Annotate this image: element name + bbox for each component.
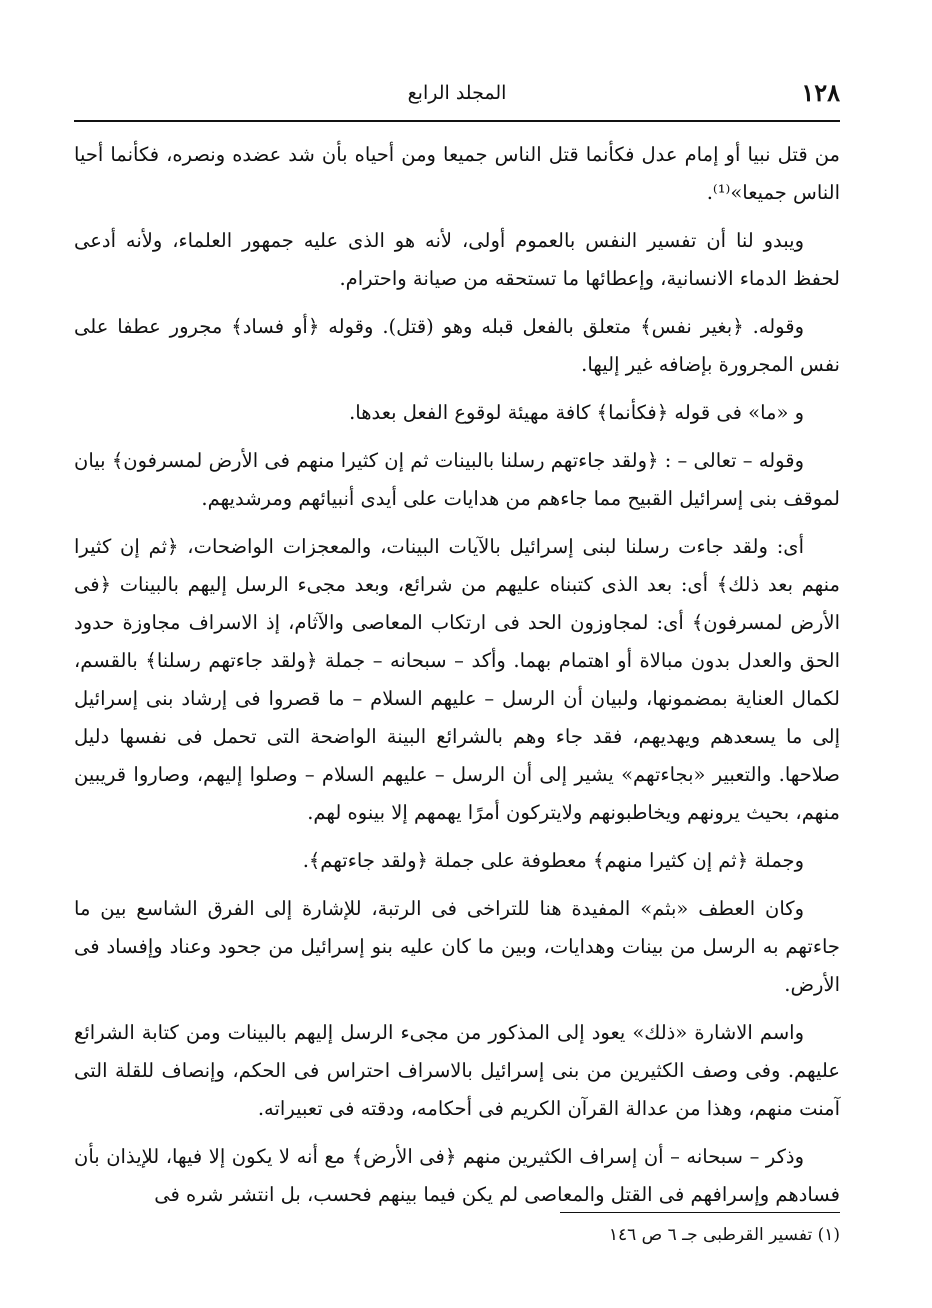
paragraph: و «ما» فى قوله ﴿فكأنما﴾ كافة مهيئة لوقوع الفعل بعدها.: [349, 401, 804, 424]
paragraph: وكان العطف «بثم» المفيدة هنا للتراخى فى الرتبة، للإشارة إلى الفرق الشاسع بين ما جاءتهم به الرسل من بينات وهدايات، وبين ما كان عليه بنو إسرائيل من جحود وعناد وإفساد فى الأرض.: [74, 897, 840, 996]
paragraph: وجملة ﴿ثم إن كثيرا منهم﴾ معطوفة على جملة ﴿ولقد جاءتهم﴾.: [302, 849, 804, 872]
paragraph: وقوله. ﴿بغير نفس﴾ متعلق بالفعل قبله وهو (قتل). وقوله ﴿أو فساد﴾ مجرور عطفا على نفس المجرورة بإضافه غير إليها.: [74, 315, 840, 376]
running-title: المجلد الرابع: [407, 82, 507, 104]
footnote: (١) تفسير القرطبى جـ ٦ ص ١٤٦: [608, 1225, 840, 1245]
paragraph: أى: ولقد جاءت رسلنا لبنى إسرائيل بالآيات البينات، والمعجزات الواضحات، ﴿ثم إن كثيرا منهم بعد ذلك﴾ أى: بعد الذى كتبناه عليهم من شرائع، وبعد مجىء الرسل إليهم بالبينات ﴿فى الأرض لمسرفون﴾ أى: لمجاوزون الحد فى ارتكاب المعاصى والآثام، إذ الاسراف مجاوزة حدود الحق والعدل بدون مبالاة أو اهتمام بهما. وأكد – سبحانه – جملة ﴿ولقد جاءتهم رسلنا﴾ بالقسم، لكمال العناية بمضمونها، ولبيان أن الرسل – عليهم السلام – ما قصروا فى إرشاد بنى إسرائيل إلى ما يسعدهم ويهديهم، فقد جاء وهم بالشرائع البينة الواضحة التى تحمل فى نفسها دليل صلاحها. والتعبير «بجاءتهم» يشير إلى أن الرسل – عليهم السلام – وصلوا إليهم، وصاروا قريبين منهم، بحيث يرونهم ويخاطبونهم ولايتركون أمرًا يهمهم إلا بينوه لهم.: [74, 535, 840, 824]
footnote-divider: [560, 1212, 840, 1213]
page-number: ١٢٨: [801, 78, 840, 107]
paragraph: من قتل نبيا أو إمام عدل فكأنما قتل الناس جميعا ومن أحياه بأن شد عضده ونصره، فكأنما أحيا الناس جميعا»⁽¹⁾.: [74, 143, 840, 204]
paragraph: ويبدو لنا أن تفسير النفس بالعموم أولى، لأنه هو الذى عليه جمهور العلماء، ولأنه أدعى لحفظ الدماء الانسانية، وإعطائها ما تستحقه من صيانة واحترام.: [74, 229, 840, 290]
paragraph: واسم الاشارة «ذلك» يعود إلى المذكور من مجىء الرسل إليهم بالبينات ومن كتابة الشرائع عليهم. وفى وصف الكثيرين من بنى إسرائيل بالاسراف احتراس فى الحكم، وإنصاف للقلة التى آمنت منهم، وهذا من عدالة القرآن الكريم فى أحكامه، ودقته فى تعبيراته.: [74, 1021, 840, 1120]
paragraph: وذكر – سبحانه – أن إسراف الكثيرين منهم ﴿فى الأرض﴾ مع أنه لا يكون إلا فيها، للإيذان بأن فسادهم وإسرافهم فى القتل والمعاصى لم يكن فيما بينهم فحسب، بل انتشر شره فى: [74, 1145, 840, 1206]
page-header: [74, 76, 840, 122]
paragraph: وقوله – تعالى – : ﴿ولقد جاءتهم رسلنا بالبينات ثم إن كثيرا منهم فى الأرض لمسرفون﴾ بيان لموقف بنى إسرائيل القبيح مما جاءهم من هدايات على أيدى أنبيائهم ومرشديهم.: [74, 449, 840, 510]
page-body: [74, 136, 840, 1224]
